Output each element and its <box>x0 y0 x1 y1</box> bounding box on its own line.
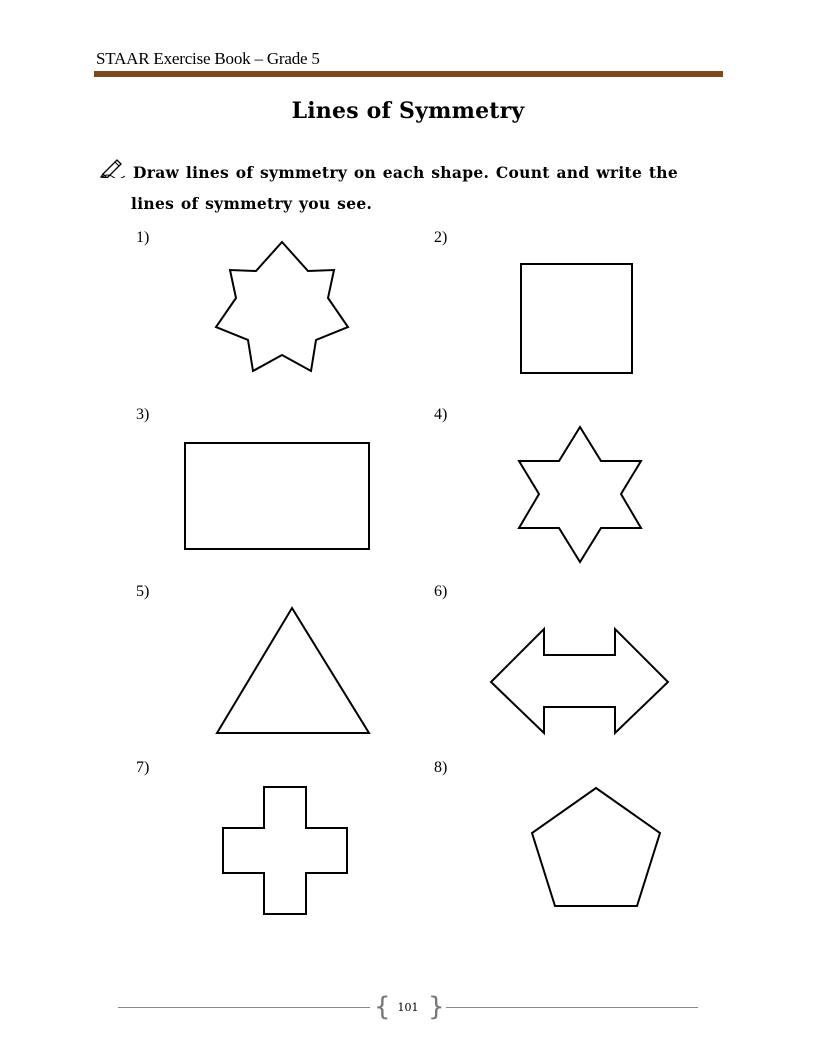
problem-3-label: 3) <box>136 406 150 423</box>
problem-7-label: 7) <box>136 759 150 776</box>
problem-5-label: 5) <box>136 583 150 600</box>
footer-bracket-left: { <box>374 992 391 1022</box>
cross-shape[interactable] <box>223 787 347 914</box>
footer-line-left <box>118 1007 370 1008</box>
footer-line-right <box>446 1007 698 1008</box>
seven-point-star-shape[interactable] <box>216 242 348 371</box>
problem-4-label: 4) <box>434 406 448 423</box>
problem-1-label: 1) <box>136 229 150 246</box>
six-point-star-shape[interactable] <box>519 427 641 562</box>
double-arrow-shape[interactable] <box>491 629 668 733</box>
problem-2-label: 2) <box>434 229 448 246</box>
instructions-line-2: lines of symmetry you see. <box>131 194 373 213</box>
header-title: STAAR Exercise Book – Grade 5 <box>96 49 320 68</box>
page-title: Lines of Symmetry <box>291 98 525 124</box>
rectangle-shape[interactable] <box>185 443 369 549</box>
triangle-shape[interactable] <box>217 608 369 733</box>
square-shape[interactable] <box>521 264 632 373</box>
problem-6-label: 6) <box>434 583 448 600</box>
page-number: 101 <box>397 1001 419 1014</box>
problem-8-label: 8) <box>434 759 448 776</box>
instructions-line-1: Draw lines of symmetry on each shape. Count and write the <box>133 163 679 182</box>
footer-bracket-right: } <box>428 992 445 1022</box>
pentagon-shape[interactable] <box>532 788 660 906</box>
